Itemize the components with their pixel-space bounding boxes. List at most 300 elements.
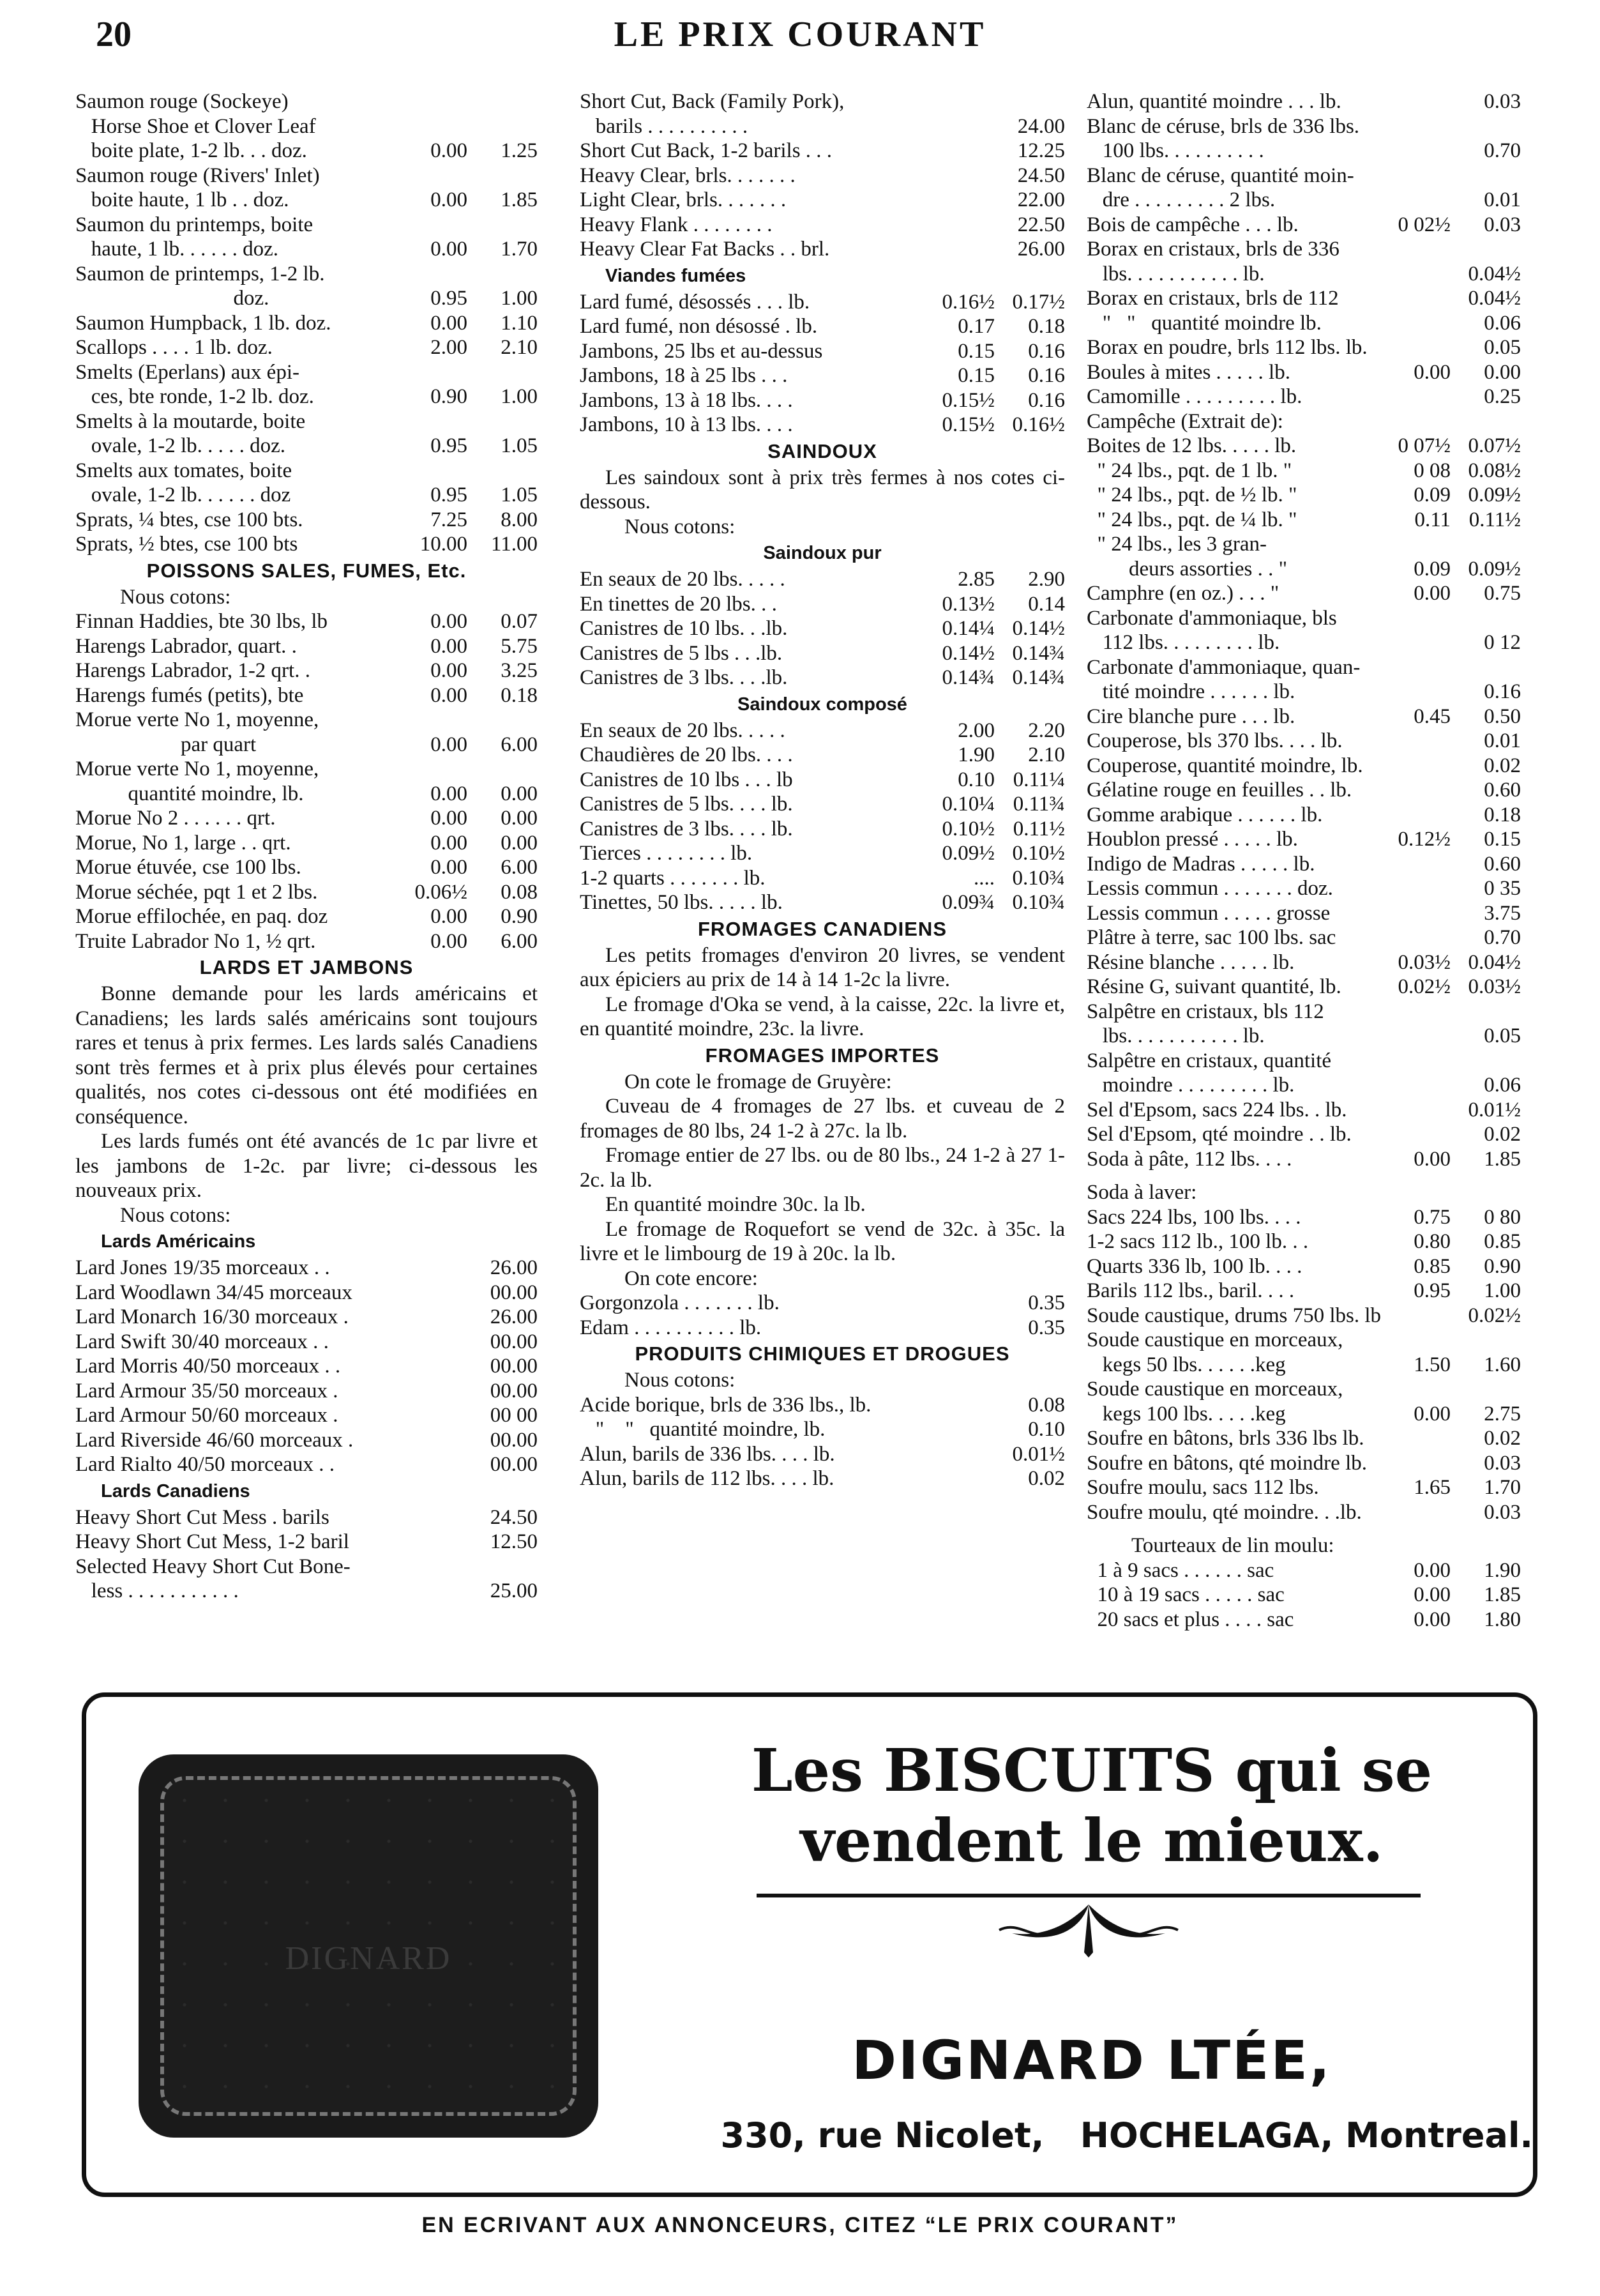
price-low: 0.15 [958, 339, 995, 363]
price-row [1087, 532, 1521, 557]
item-name: Morue, No 1, large . . qrt. [75, 831, 291, 855]
item-name: Sel d'Epsom, sacs 224 lbs. . lb. [1087, 1098, 1347, 1121]
market-paragraph: Les saindoux sont à prix très fermes à nos cotes ci-dessous. [580, 466, 1065, 513]
item-name: Morue verte No 1, moyenne, [75, 757, 319, 780]
item-name: Smelts (Eperlans) aux épi- [75, 360, 299, 384]
price-column-1 [75, 89, 538, 1604]
price-row [1087, 1558, 1521, 1583]
item-name: 100 lbs. . . . . . . . . . [1087, 139, 1264, 162]
price-high: 0.06 [1484, 311, 1521, 335]
item-name: Lard Riverside 46/60 morceaux . [75, 1428, 354, 1452]
price-row [1087, 655, 1521, 680]
item-name: 20 sacs et plus . . . . sac [1087, 1608, 1294, 1631]
price-row [1087, 925, 1521, 950]
price-row [1087, 1122, 1521, 1147]
item-name: Boules à mites . . . . . lb. [1087, 360, 1290, 384]
price-row [1087, 606, 1521, 631]
price-low: 0.16½ [942, 290, 995, 314]
price-row [1087, 557, 1521, 582]
item-name: Light Clear, brls. . . . . . . [580, 188, 787, 211]
price-row [580, 817, 1065, 842]
price-high: 0.50 [1484, 704, 1521, 728]
price-high: 0.90 [501, 905, 538, 928]
price-column-3 [1087, 89, 1521, 1632]
price-row [75, 855, 538, 880]
price-low: 0.15½ [942, 388, 995, 412]
price-low: 0.00 [430, 139, 467, 162]
price-low: 0.09 [1414, 483, 1451, 506]
price-low: 0.00 [1414, 1583, 1451, 1606]
price-row [1087, 213, 1521, 238]
item-name: Lard Armour 35/50 morceaux . [75, 1379, 338, 1403]
label-text: Soda à laver: [1087, 1181, 1197, 1204]
price-row [1087, 384, 1521, 409]
item-name: Tinettes, 50 lbs. . . . . lb. [580, 891, 783, 914]
item-name: Couperose, bls 370 lbs. . . . lb. [1087, 729, 1343, 752]
price-low: 10.00 [419, 533, 467, 556]
price-low: 0.80 [1414, 1230, 1451, 1253]
item-name: Soude caustique en morceaux, [1087, 1378, 1343, 1401]
item-name: Lard Woodlawn 34/45 morceaux [75, 1281, 352, 1304]
price-high: 26.00 [1017, 238, 1065, 261]
price-high: 0.01 [1484, 188, 1521, 211]
price-high: 22.50 [1017, 213, 1065, 236]
item-name: " 24 lbs., les 3 gran- [1087, 533, 1267, 556]
price-row [75, 237, 538, 262]
price-row [75, 114, 538, 139]
sub-heading: Saindoux composé [737, 694, 907, 715]
item-name: Quarts 336 lb, 100 lb. . . . [1087, 1254, 1302, 1278]
item-name: Sacs 224 lbs, 100 lbs. . . . [1087, 1205, 1301, 1229]
price-row [75, 683, 538, 708]
price-high: 22.00 [1017, 188, 1065, 211]
price-high: 2.20 [1028, 718, 1065, 742]
price-row [75, 1579, 538, 1604]
item-name: Morue No 2 . . . . . . qrt. [75, 807, 276, 830]
price-row [580, 567, 1065, 592]
market-paragraph: Cuveau de 4 fromages de 27 lbs. et cuveau de 2 fromages de 80 lbs, 24 1-2 à 27c. la lb. [580, 1095, 1065, 1143]
price-high: 0.60 [1484, 779, 1521, 802]
page-number: 20 [96, 15, 132, 54]
price-high: 0.02 [1484, 1427, 1521, 1450]
item-name: Saumon Humpback, 1 lb. doz. [75, 311, 331, 335]
price-low: 0.11 [1414, 508, 1451, 531]
spacer [1087, 1524, 1521, 1533]
item-name: Sprats, ¼ btes, cse 100 bts. [75, 508, 303, 531]
price-high: 1.05 [501, 434, 538, 457]
item-name: " 24 lbs., pqt. de 1 lb. " [1087, 459, 1292, 482]
price-high: 0.05 [1484, 336, 1521, 359]
price-high: 0.17½ [1012, 290, 1065, 314]
price-high: 0.10½ [1012, 842, 1065, 865]
item-name: boite haute, 1 lb . . doz. [75, 188, 289, 211]
item-name: Jambons, 13 à 18 lbs. . . . [580, 388, 793, 412]
item-name: Lessis commun . . . . . grosse [1087, 901, 1331, 925]
price-high: 12.25 [1017, 139, 1065, 162]
item-name: Indigo de Madras . . . . . lb. [1087, 852, 1315, 876]
price-row [75, 1330, 538, 1355]
price-low: 0.12½ [1398, 828, 1451, 851]
item-name: Morue effilochée, en paq. doz [75, 905, 328, 928]
price-low: 0.00 [430, 659, 467, 682]
item-name: " " quantité moindre, lb. [580, 1418, 826, 1441]
price-high: 1.10 [501, 311, 538, 335]
item-name: Sprats, ½ btes, cse 100 bts [75, 533, 298, 556]
price-row [580, 363, 1065, 388]
price-high: 0.08 [501, 880, 538, 904]
item-name: Tierces . . . . . . . . lb. [580, 842, 753, 865]
price-high: 0.00 [501, 831, 538, 855]
price-row [580, 841, 1065, 866]
price-row [1087, 1205, 1521, 1230]
price-row [1087, 1583, 1521, 1608]
price-high: 0.00 [501, 782, 538, 805]
price-low: 0.10 [958, 768, 995, 791]
price-high: 1.85 [1484, 1147, 1521, 1171]
price-row [75, 609, 538, 634]
item-name: Canistres de 5 lbs . . .lb. [580, 641, 783, 665]
price-low: 0.14¾ [942, 666, 995, 689]
price-low: 0.90 [430, 385, 467, 408]
item-name: 112 lbs. . . . . . . . . lb. [1087, 631, 1280, 654]
price-row [1087, 1426, 1521, 1451]
price-low: 0.00 [430, 188, 467, 211]
price-high: 0.02 [1028, 1467, 1065, 1490]
market-paragraph: Les lards fumés ont été avancés de 1c par livre et les jambons de 1-2c. par livre; ci-dessous les nouveaux prix. [75, 1130, 538, 1202]
price-row [75, 335, 538, 360]
sub-heading: Viandes fumées [605, 265, 746, 286]
price-high: 1.70 [501, 238, 538, 261]
price-low: 0.14¼ [942, 617, 995, 640]
price-row [1087, 1402, 1521, 1427]
price-low: 1.90 [958, 743, 995, 766]
price-low: 0.15 [958, 364, 995, 387]
price-low: 0.09½ [942, 842, 995, 865]
price-row [580, 213, 1065, 238]
label-text: Nous cotons: [120, 1203, 231, 1227]
price-row [1087, 483, 1521, 508]
ornament-flourish-icon [961, 1901, 1216, 1959]
price-high: 1.85 [1484, 1583, 1521, 1606]
price-high: 0.04½ [1468, 950, 1521, 974]
sub-heading: Lards Canadiens [101, 1480, 250, 1502]
item-name: 10 à 19 sacs . . . . . sac [1087, 1583, 1285, 1606]
item-name: Canistres de 5 lbs. . . . lb. [580, 793, 793, 816]
price-high: 2.75 [1484, 1402, 1521, 1425]
price-high: 26.00 [490, 1256, 538, 1279]
price-high: 25.00 [490, 1579, 538, 1602]
price-low: 0.02½ [1398, 975, 1451, 998]
price-high: 26.00 [490, 1305, 538, 1328]
price-high: 0.18 [501, 683, 538, 707]
price-low: 0.95 [430, 434, 467, 457]
price-low: 0.15½ [942, 413, 995, 436]
price-row [580, 89, 1065, 114]
price-row [75, 286, 538, 311]
price-low: 0.10¼ [942, 793, 995, 816]
section-heading: FROMAGES CANADIENS [697, 917, 947, 940]
price-row [1087, 139, 1521, 163]
item-name: Carbonate d'ammoniaque, quan- [1087, 655, 1361, 679]
price-low: 0.17 [958, 315, 995, 338]
price-high: 0.05 [1484, 1024, 1521, 1047]
price-low: 0 02½ [1398, 213, 1451, 236]
item-name: kegs 100 lbs. . . . .keg [1087, 1402, 1286, 1425]
item-name: Soufre en bâtons, qté moindre lb. [1087, 1451, 1367, 1475]
price-row [1087, 1073, 1521, 1098]
price-high: 1.00 [501, 385, 538, 408]
item-name: Saumon rouge (Rivers' Inlet) [75, 163, 320, 187]
price-high: 0.14¾ [1012, 641, 1065, 665]
price-row [1087, 803, 1521, 828]
item-name: Carbonate d'ammoniaque, bls [1087, 606, 1337, 630]
item-name: Morue séchée, pqt 1 et 2 lbs. [75, 880, 318, 904]
page-footer: EN ECRIVANT AUX ANNONCEURS, CITEZ “LE PRIX COURANT” [421, 2213, 1179, 2237]
price-high: 0.04½ [1468, 262, 1521, 285]
price-row [580, 866, 1065, 891]
item-name: Houblon pressé . . . . . lb. [1087, 828, 1298, 851]
item-name: Lard Jones 19/35 morceaux . . [75, 1256, 330, 1279]
price-low: 0.00 [430, 831, 467, 855]
item-name: Salpêtre en cristaux, bls 112 [1087, 1000, 1324, 1023]
item-name: 1 à 9 sacs . . . . . . sac [1087, 1558, 1274, 1582]
price-low: 0.95 [430, 483, 467, 506]
item-name: doz. [75, 287, 269, 310]
price-high: 0.08½ [1468, 459, 1521, 482]
item-name: Lard fumé, non désossé . lb. [580, 315, 818, 338]
price-row [1087, 729, 1521, 754]
price-low: 0.00 [430, 856, 467, 879]
item-name: Cire blanche pure . . . lb. [1087, 704, 1295, 728]
item-name: Bois de campêche . . . lb. [1087, 213, 1299, 236]
item-name: Camphre (en oz.) . . . " [1087, 582, 1279, 605]
price-row [75, 904, 538, 929]
price-row [75, 139, 538, 163]
price-high: 0.10 [1028, 1418, 1065, 1441]
item-name: Lard fumé, désossés . . . lb. [580, 290, 810, 314]
item-name: Barils 112 lbs., baril. . . . [1087, 1279, 1295, 1302]
item-name: Sel d'Epsom, qté moindre . . lb. [1087, 1123, 1352, 1146]
price-low: 0.00 [430, 782, 467, 805]
price-row [580, 314, 1065, 339]
item-name: Jambons, 25 lbs et au-dessus [580, 339, 823, 363]
price-high: 0.03 [1484, 1451, 1521, 1475]
price-row [1087, 1377, 1521, 1402]
item-name: Saumon rouge (Sockeye) [75, 90, 289, 113]
price-row [1087, 188, 1521, 213]
price-row [75, 1428, 538, 1453]
price-row [580, 665, 1065, 690]
price-high: 0.18 [1028, 315, 1065, 338]
price-row [1087, 950, 1521, 975]
page-title: LE PRIX COURANT [614, 15, 986, 54]
price-row [75, 929, 538, 954]
price-row [1087, 704, 1521, 729]
price-row [75, 831, 538, 856]
price-high: 0.03 [1484, 213, 1521, 236]
price-high: 1.90 [1484, 1558, 1521, 1582]
market-paragraph: Fromage entier de 27 lbs. ou de 80 lbs., 24 1-2 à 27 1-2c. la lb. [580, 1144, 1065, 1192]
item-name: Gomme arabique . . . . . . lb. [1087, 803, 1323, 826]
item-name: boite plate, 1-2 lb. . . doz. [75, 139, 307, 162]
price-high: 0.25 [1484, 385, 1521, 408]
price-high: 00.00 [490, 1379, 538, 1403]
price-high: 0.10¾ [1012, 866, 1065, 890]
item-name: Blanc de céruse, brls de 336 lbs. [1087, 114, 1360, 138]
price-row [1087, 1353, 1521, 1378]
section-heading: PRODUITS CHIMIQUES ET DROGUES [635, 1342, 1010, 1365]
price-row [1087, 975, 1521, 1000]
ad-divider [757, 1894, 1421, 1897]
price-row [1087, 311, 1521, 336]
item-name: " 24 lbs., pqt. de ½ lb. " [1087, 483, 1297, 506]
item-name: Résine blanche . . . . . lb. [1087, 950, 1295, 974]
price-low: 2.00 [430, 336, 467, 359]
price-low: 0.45 [1414, 704, 1451, 728]
price-high: 0.14 [1028, 592, 1065, 616]
price-low: 2.00 [958, 718, 995, 742]
price-row [1087, 508, 1521, 533]
item-name: Short Cut Back, 1-2 barils . . . [580, 139, 833, 162]
item-name: Saumon du printemps, boite [75, 213, 313, 236]
item-name: lbs. . . . . . . . . . . lb. [1087, 1024, 1265, 1047]
price-low: 0.00 [430, 610, 467, 633]
label-text: Campêche (Extrait de): [1087, 409, 1283, 433]
price-row [75, 880, 538, 905]
item-name: kegs 50 lbs. . . . . .keg [1087, 1353, 1286, 1376]
item-name: Blanc de céruse, quantité moin- [1087, 163, 1354, 187]
item-name: quantité moindre, lb. [75, 782, 304, 805]
price-low: 0.03½ [1398, 950, 1451, 974]
price-high: 5.75 [501, 634, 538, 658]
price-row [580, 388, 1065, 413]
item-name: Lard Armour 50/60 morceaux . [75, 1404, 338, 1427]
item-name: Smelts aux tomates, boite [75, 459, 292, 482]
price-high: 00.00 [490, 1453, 538, 1476]
price-row [1087, 335, 1521, 360]
price-row [75, 483, 538, 508]
item-name: less . . . . . . . . . . . [75, 1579, 239, 1602]
price-low: 0 08 [1414, 459, 1451, 482]
item-name: Résine G, suivant quantité, lb. [1087, 975, 1341, 998]
item-name: Borax en cristaux, brls de 112 [1087, 287, 1339, 310]
price-low: 0.14½ [942, 641, 995, 665]
item-name: Harengs fumés (petits), bte [75, 683, 304, 707]
item-name: ovale, 1-2 lb. . . . . doz. [75, 434, 286, 457]
item-name: haute, 1 lb. . . . . . doz. [75, 238, 279, 261]
item-name: Plâtre à terre, sac 100 lbs. sac [1087, 926, 1336, 949]
price-row [580, 1316, 1065, 1341]
price-row [75, 1530, 538, 1555]
price-high: 0.03 [1484, 1500, 1521, 1524]
price-row [75, 434, 538, 459]
price-row [580, 139, 1065, 163]
item-name: Heavy Flank . . . . . . . . [580, 213, 773, 236]
price-row [75, 188, 538, 213]
price-row [580, 718, 1065, 743]
price-row [75, 757, 538, 782]
section-heading: LARDS ET JAMBONS [199, 956, 414, 978]
price-high: 0.09½ [1468, 483, 1521, 506]
price-high: 0.60 [1484, 852, 1521, 876]
price-high: 6.00 [501, 733, 538, 756]
price-row [75, 459, 538, 483]
price-high: 0.11¾ [1013, 793, 1065, 816]
price-high: 0.00 [501, 807, 538, 830]
item-name: Canistres de 10 lbs. . .lb. [580, 617, 788, 640]
item-name: Short Cut, Back (Family Pork), [580, 90, 845, 113]
price-row [75, 360, 538, 385]
price-row [1087, 778, 1521, 803]
item-name: Gorgonzola . . . . . . . lb. [580, 1291, 780, 1314]
price-row [580, 290, 1065, 315]
price-row [1087, 630, 1521, 655]
item-name: Salpêtre en cristaux, quantité [1087, 1049, 1332, 1072]
price-row [1087, 1500, 1521, 1525]
price-high: 1.00 [1484, 1279, 1521, 1302]
label-text: Nous cotons: [120, 585, 231, 609]
price-low: 0.00 [430, 905, 467, 928]
price-row [75, 409, 538, 434]
price-row [580, 1291, 1065, 1316]
price-low: 0.95 [430, 287, 467, 310]
market-paragraph: Le fromage de Roquefort se vend de 32c. à 35c. la livre et le limbourg de 19 à 20c. la lb. [580, 1217, 1065, 1265]
price-high: 0.16 [1028, 339, 1065, 363]
price-row [580, 237, 1065, 262]
price-row [1087, 1451, 1521, 1476]
item-name: Morue étuvée, cse 100 lbs. [75, 856, 301, 879]
price-row [75, 508, 538, 533]
price-row [75, 532, 538, 557]
price-high: 24.50 [490, 1505, 538, 1529]
item-name: lbs. . . . . . . . . . . lb. [1087, 262, 1265, 285]
biscuit-illustration [139, 1754, 598, 2138]
price-high: 1.25 [501, 139, 538, 162]
item-name: Heavy Clear Fat Backs . . brl. [580, 238, 830, 261]
price-row [1087, 754, 1521, 779]
price-low: 0.13½ [942, 592, 995, 616]
item-name: " 24 lbs., pqt. de ¼ lb. " [1087, 508, 1297, 531]
item-name: Borax en cristaux, brls de 336 [1087, 238, 1340, 261]
price-high: 0.08 [1028, 1393, 1065, 1417]
item-name: Truite Labrador No 1, ½ qrt. [75, 929, 316, 953]
price-row [75, 1452, 538, 1477]
price-row [1087, 1147, 1521, 1172]
item-name: Horse Shoe et Clover Leaf [75, 114, 316, 138]
price-low: 0.95 [1414, 1279, 1451, 1302]
item-name: deurs assorties . . " [1087, 557, 1288, 581]
price-row [75, 1305, 538, 1330]
price-high: 0 35 [1484, 877, 1521, 900]
item-name: Chaudières de 20 lbs. . . . [580, 743, 793, 766]
item-name: Selected Heavy Short Cut Bone- [75, 1555, 351, 1578]
price-high: 0.14½ [1012, 617, 1065, 640]
item-name: Heavy Clear, brls. . . . . . . [580, 163, 796, 187]
item-name: " " quantité moindre lb. [1087, 311, 1322, 335]
ad-headline-line-2: vendent le mieux. [800, 1806, 1384, 1875]
item-name: Jambons, 18 à 25 lbs . . . [580, 364, 788, 387]
price-row [580, 1466, 1065, 1491]
item-name: Canistres de 10 lbs . . . lb [580, 768, 793, 791]
price-low: .... [974, 866, 995, 890]
price-high: 0.07½ [1468, 434, 1521, 457]
item-name: Soda à pâte, 112 lbs. . . . [1087, 1147, 1292, 1171]
price-row [580, 1442, 1065, 1467]
spacer [1087, 1171, 1521, 1180]
price-high: 0.00 [1484, 360, 1521, 384]
price-row [75, 384, 538, 409]
price-row [580, 641, 1065, 666]
